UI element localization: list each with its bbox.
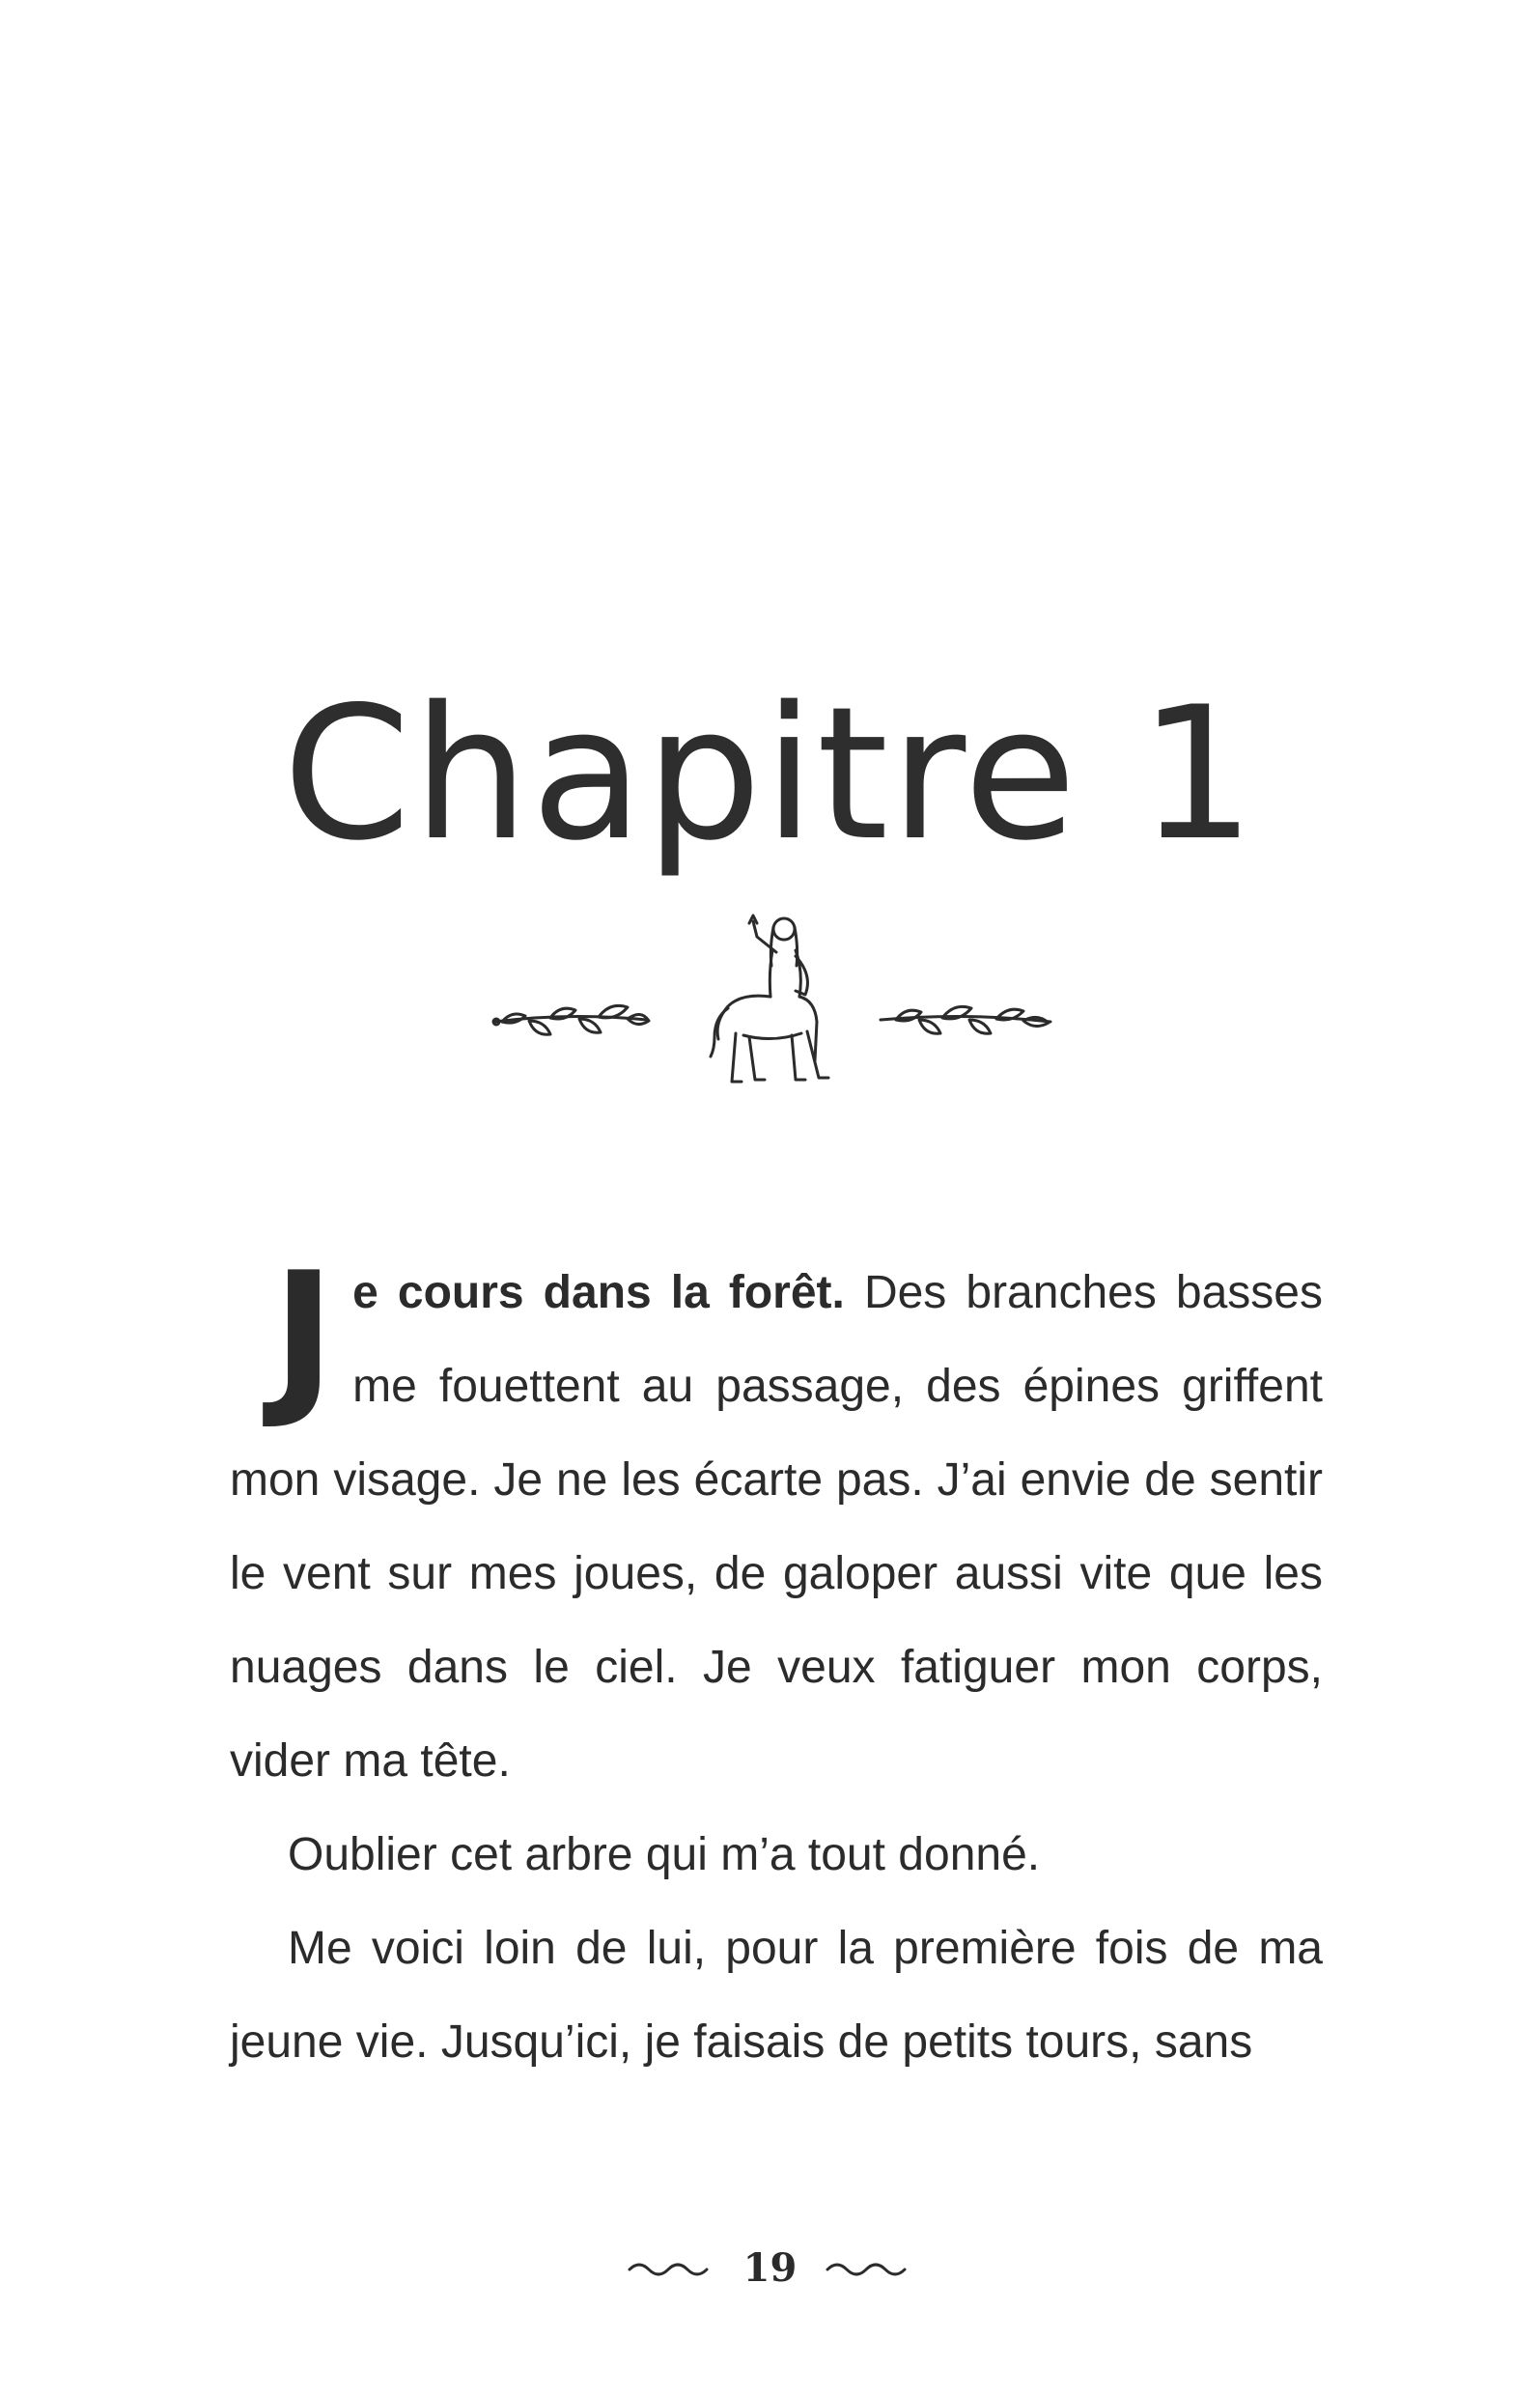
- centaur-icon: [711, 916, 828, 1082]
- drop-cap: J: [272, 1237, 336, 1433]
- lead-in-bold: e cours dans la forêt.: [352, 1267, 845, 1318]
- centaur-ornament-icon: [483, 908, 1062, 1091]
- laurel-branch-left-icon: [493, 1005, 649, 1034]
- wave-ornament-right-icon: [826, 2258, 912, 2277]
- laurel-branch-right-icon: [881, 1006, 1050, 1033]
- page-number: 19: [742, 2244, 798, 2291]
- chapter-body: [230, 1237, 1323, 2089]
- chapter-title: Chapitre 1: [282, 667, 1258, 882]
- wave-ornament-left-icon: [628, 2258, 714, 2277]
- paragraph-1-text: Des branches basses me fouettent au passage, des épines griffent mon visage. Je ne les écarte pas. J’ai envie de sentir le vent sur mes joues, de galoper aussi vite que les nuages dans le ciel. Je veux fatiguer mon corps, vider ma tête.: [230, 1267, 1323, 1787]
- paragraph-2: Oublier cet arbre qui m’a tout donné.: [288, 1829, 1041, 1880]
- page-footer: [0, 2239, 1540, 2297]
- paragraph-3: Me voici loin de lui, pour la première fois de ma jeune vie. Jusqu’ici, je faisais de petits tours, sans: [230, 1923, 1323, 2068]
- paragraph-1: [230, 1237, 1323, 1808]
